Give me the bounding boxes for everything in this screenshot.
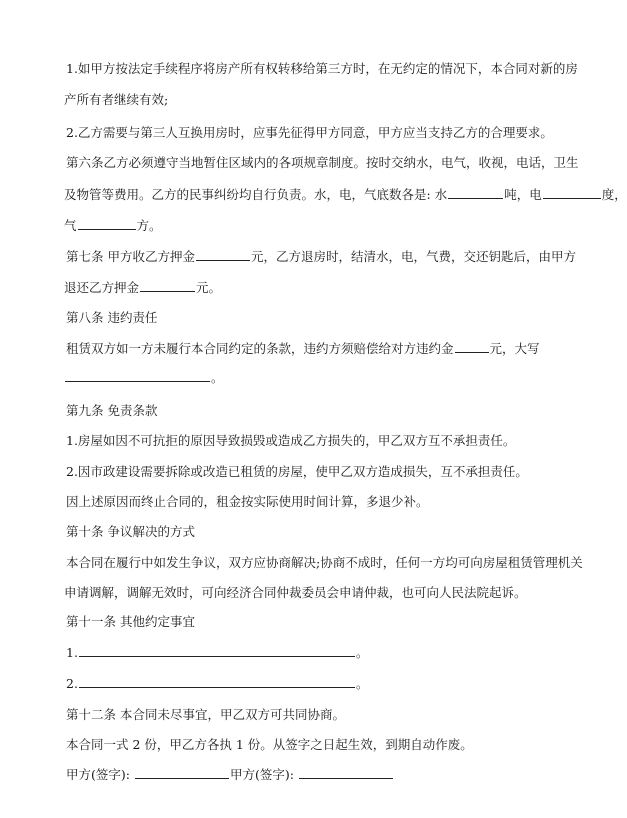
article-7-cont — [64, 272, 524, 303]
text-line: 元，乙方退房时，结清水，电，气费，交还钥匙后，由甲方 — [250, 249, 576, 264]
article-11-heading — [66, 606, 526, 637]
text-line: 及物管等费用。乙方的民事纠纷均自行负责。水，电，气底数各是: 水 — [64, 187, 448, 202]
text-line: 2.乙方需要与第三人互换用房时，应事先征得甲方同意，甲方应当支持乙方的合理要求。 — [66, 125, 553, 140]
text-line: 第十一条 其他约定事宜 — [66, 614, 195, 629]
article-10-body — [66, 547, 583, 578]
article-10-heading — [66, 516, 526, 547]
text-line: 吨，电 — [504, 187, 542, 202]
deposit-blank[interactable] — [196, 260, 250, 261]
article-9-heading — [66, 395, 526, 426]
transfer-clause-cont — [64, 84, 524, 115]
party-a-signature-blank[interactable] — [135, 778, 229, 779]
text-line: 1. — [66, 645, 78, 660]
text-line: 第八条 违约责任 — [66, 310, 158, 325]
text-line: 第十条 争议解决的方式 — [66, 524, 195, 539]
article-6 — [66, 147, 579, 178]
text-line: 1.如甲方按法定手续程序将房产所有权转移给第三方时，在无约定的情况下，本合同对新的房 — [66, 61, 578, 76]
other-terms-blank-1[interactable] — [79, 656, 355, 657]
transfer-clause — [66, 53, 578, 84]
article-6-cont — [64, 179, 627, 210]
text-line: 元。 — [196, 280, 222, 295]
text-line: 1.房屋如因不可抗拒的原因导致损毁或造成乙方损失的，甲乙双方互不承担责任。 — [66, 433, 516, 448]
article-8-heading — [66, 302, 526, 333]
article-12 — [66, 699, 526, 730]
text-line: 。 — [355, 676, 369, 691]
penalty-amount-blank[interactable] — [455, 352, 489, 353]
article-9-item-1 — [66, 425, 526, 456]
text-line: 本合同一式 2 份，甲乙方各执 1 份。从签字之日起生效，到期自动作废。 — [66, 737, 473, 752]
article-9-item-2 — [66, 456, 526, 487]
text-line: 申请调解，调解无效时，可向经济合同仲裁委员会申请仲裁，也可向人民法院起诉。 — [64, 585, 527, 600]
article-8-body — [66, 333, 540, 364]
gas-reading-blank[interactable] — [78, 229, 136, 230]
water-reading-blank[interactable] — [448, 198, 503, 199]
text-line: 。 — [211, 370, 224, 385]
text-line: 度， — [601, 187, 627, 202]
text-line: 第七条 甲方收乙方押金 — [66, 249, 195, 264]
swap-clause — [66, 117, 553, 148]
text-line: 方。 — [136, 218, 162, 233]
text-line: 退还乙方押金 — [64, 280, 140, 295]
text-line: 元，大写 — [489, 341, 540, 356]
article-11-item-1 — [66, 637, 526, 668]
signature-line — [66, 759, 526, 790]
text-line: 2.因市政建设需要拆除或改造已租赁的房屋，使甲乙双方造成损失，互不承担责任。 — [66, 464, 528, 479]
text-line: 第九条 免责条款 — [66, 403, 158, 418]
party-b-signature-blank[interactable] — [299, 778, 393, 779]
text-line: 气 — [64, 218, 77, 233]
article-8-capital — [64, 362, 524, 393]
electricity-reading-blank[interactable] — [543, 198, 601, 199]
article-11-item-2 — [66, 668, 526, 699]
text-line: 产所有者继续有效; — [64, 92, 169, 107]
party-a-signature-label-2: 甲方(签字): — [229, 767, 298, 782]
text-line: 因上述原因而终止合同的，租金按实际使用时间计算，多退少补。 — [66, 494, 429, 509]
deposit-refund-blank[interactable] — [140, 291, 195, 292]
article-10-body-cont — [64, 577, 527, 608]
article-6-gas — [64, 210, 524, 241]
party-a-signature-label: 甲方(签字): — [66, 767, 134, 782]
text-line: 本合同在履行中如发生争议，双方应协商解决;协商不成时，任何一方均可向房屋租赁管理机关 — [66, 555, 583, 570]
penalty-capital-blank[interactable] — [65, 381, 210, 382]
other-terms-blank-2[interactable] — [79, 687, 355, 688]
article-7 — [66, 241, 576, 272]
text-line: 第六条乙方必须遵守当地暂住区域内的各项规章制度。按时交纳水，电气，收视，电话，卫生 — [66, 155, 579, 170]
copies-clause — [66, 729, 526, 760]
text-line: 租赁双方如一方未履行本合同约定的条款，违约方须赔偿给对方违约金 — [66, 341, 454, 356]
text-line: 。 — [355, 645, 369, 660]
text-line: 2. — [66, 676, 78, 691]
text-line: 第十二条 本合同未尽事宜，甲乙双方可共同协商。 — [66, 707, 345, 722]
article-9-note — [66, 486, 526, 517]
